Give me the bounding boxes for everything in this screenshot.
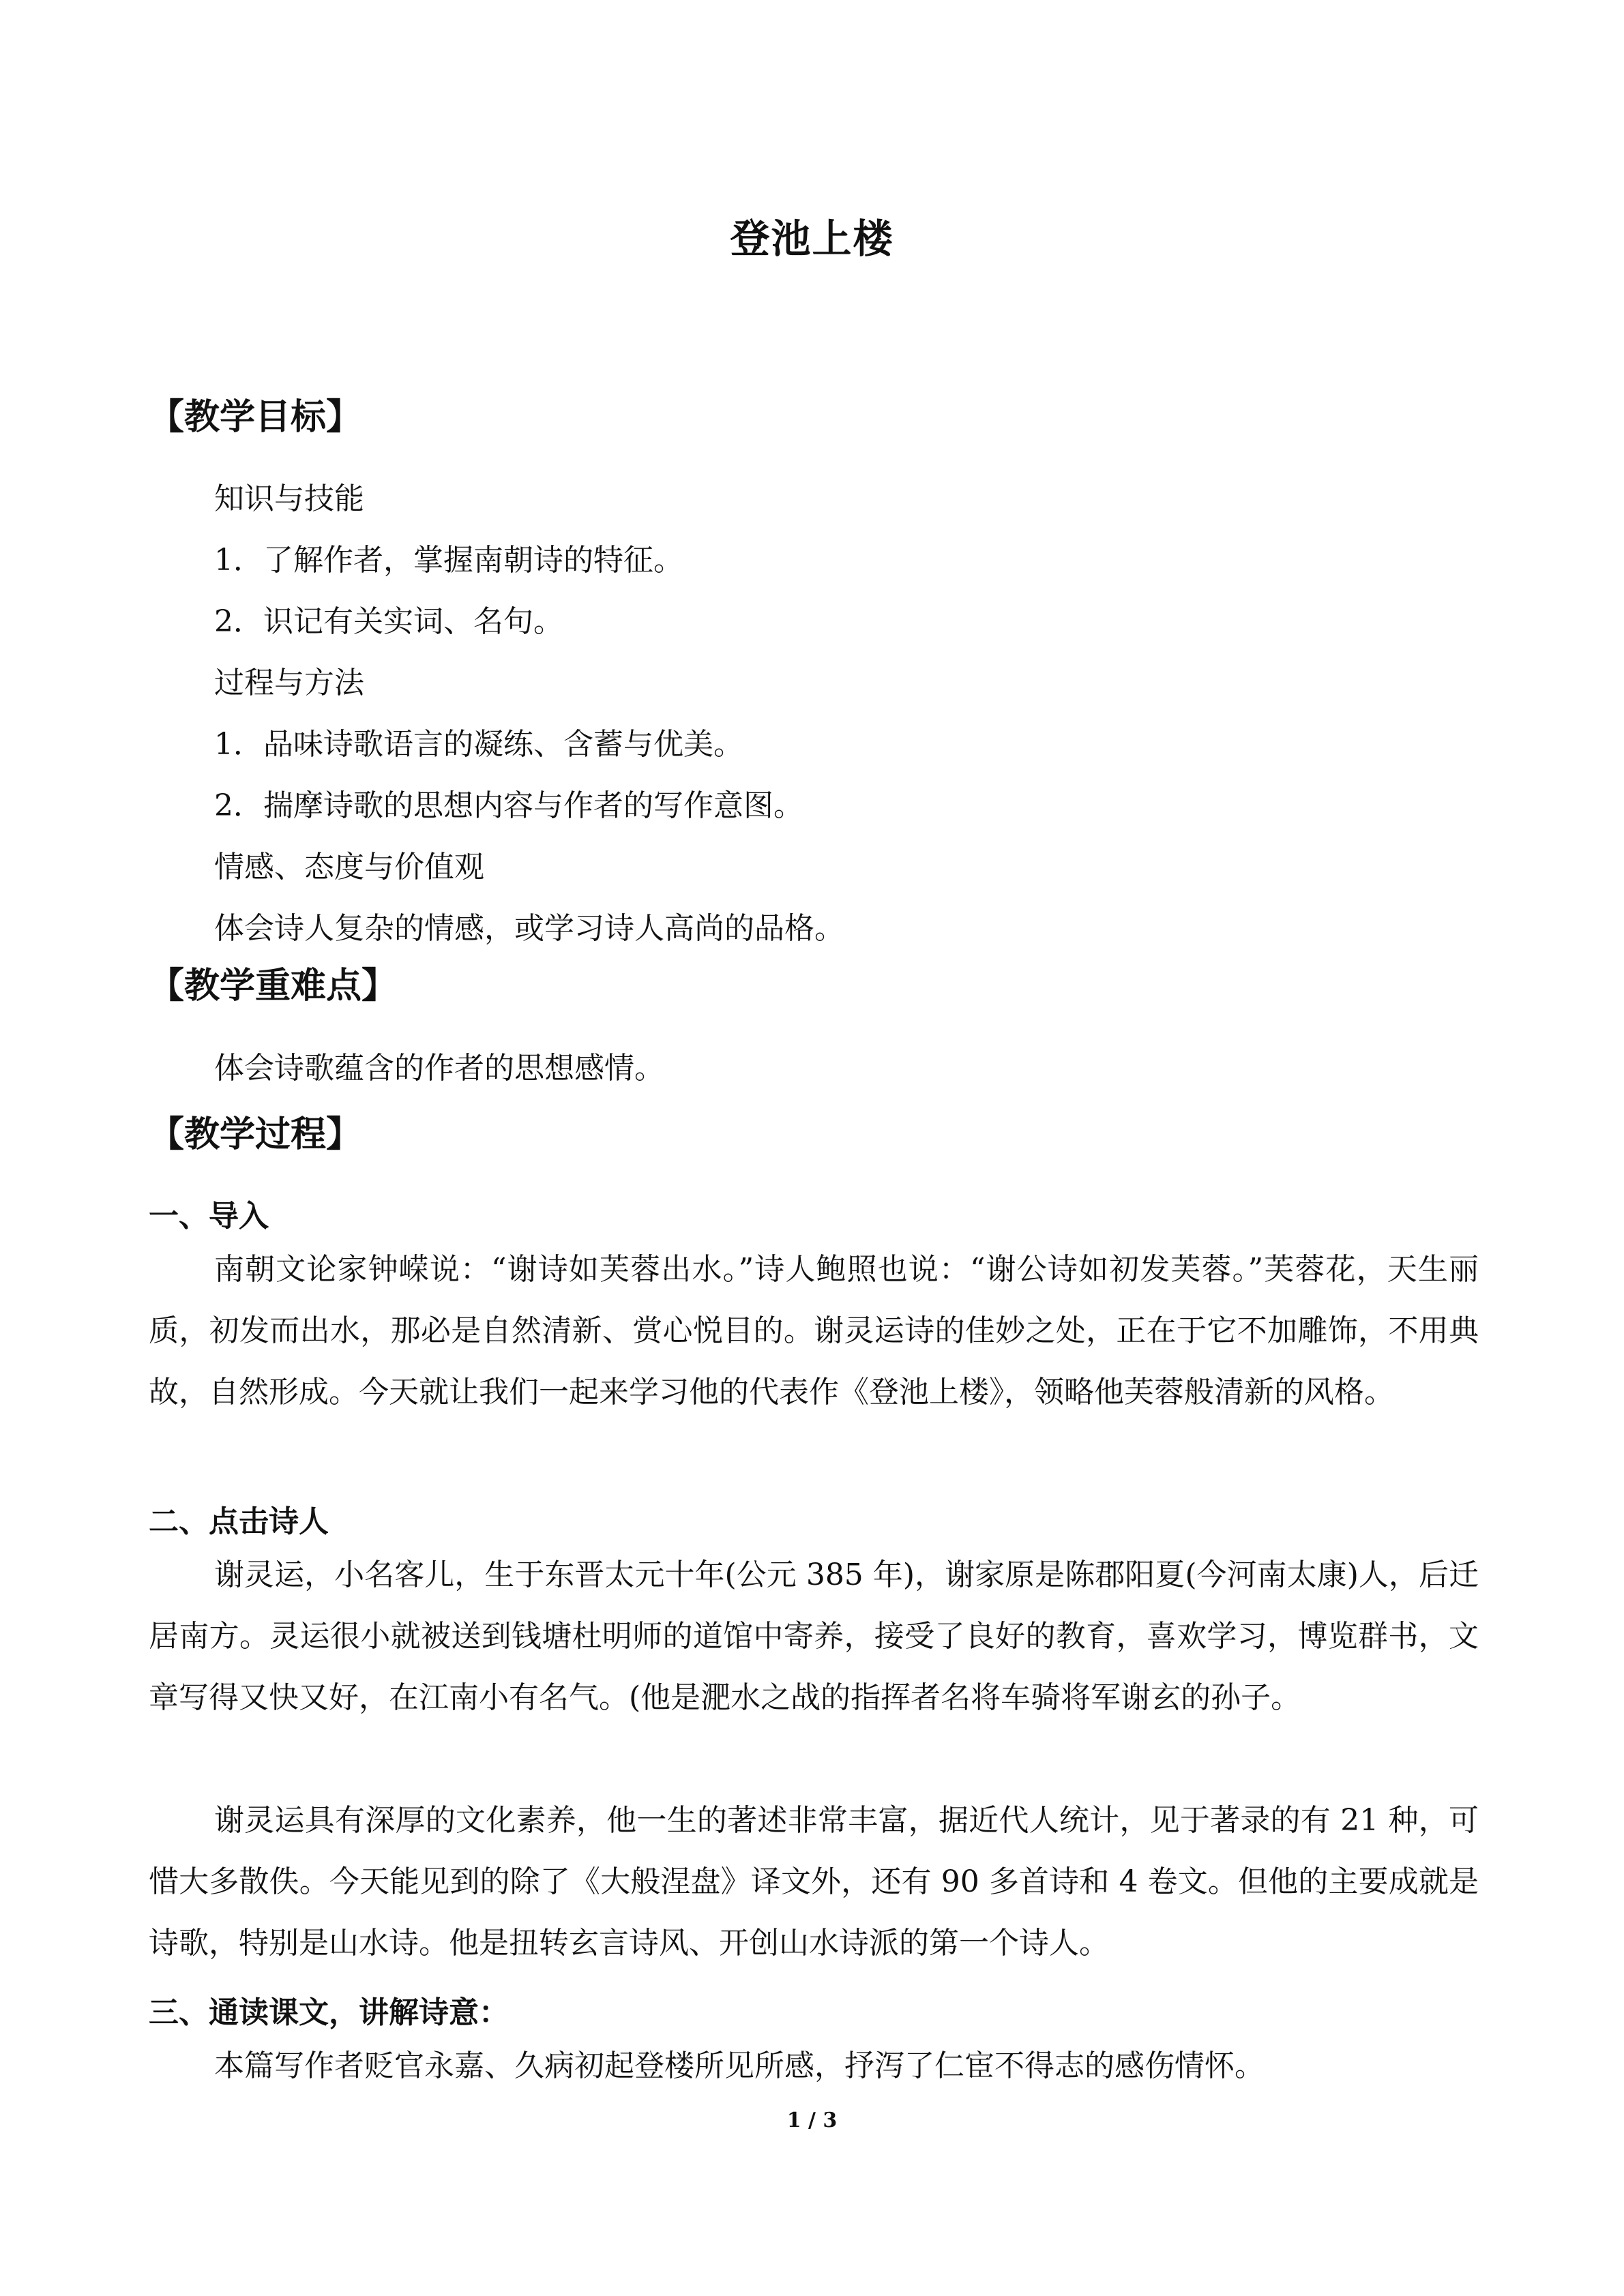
process-subheading-intro: 一、导入 (149, 1199, 269, 1234)
section-heading-objectives: 【教学目标】 (149, 397, 362, 438)
key-point-line: 体会诗歌蕴含的作者的思想感情。 (214, 1051, 664, 1086)
section-heading-process: 【教学过程】 (149, 1114, 362, 1155)
objective-line: 1．品味诗歌语言的凝练、含蓄与优美。 (214, 727, 743, 762)
reading-paragraph: 本篇写作者贬官永嘉、久病初起登楼所见所感，抒泻了仁宦不得志的感伤情怀。 (214, 2048, 1265, 2083)
document-title: 登池上楼 (730, 215, 894, 262)
objective-line: 体会诗人复杂的情感，或学习诗人高尚的品格。 (214, 911, 844, 946)
objective-line: 情感、态度与价值观 (214, 850, 484, 884)
objective-line: 2．揣摩诗歌的思想内容与作者的写作意图。 (214, 788, 803, 823)
process-subheading-reading: 三、通读课文，讲解诗意： (149, 1995, 509, 2030)
page-indicator: 1 / 3 (786, 2108, 838, 2132)
objective-line: 过程与方法 (214, 666, 364, 700)
objective-line: 2．识记有关实词、名句。 (214, 604, 563, 639)
poet-paragraph: 谢灵运具有深厚的文化素养，他一生的著述非常丰富，据近代人统计，见于著录的有 21 种，可惜大多散佚。今天能见到的除了《大般涅盘》译文外，还有 90 多首诗和 4 卷文。但他的主要成就是诗歌，特别是山水诗。他是扭转玄言诗风、开创山水诗派的第一个诗人。 (149, 1803, 1479, 1960)
objective-line: 知识与技能 (214, 481, 364, 516)
process-subheading-poet: 二、点击诗人 (149, 1504, 329, 1539)
section-heading-key-points: 【教学重难点】 (149, 966, 398, 1007)
poet-paragraph: 谢灵运，小名客儿，生于东晋太元十年(公元 385 年)，谢家原是陈郡阳夏(今河南太康)人，后迁居南方。灵运很小就被送到钱塘杜明师的道馆中寄养，接受了良好的教育，喜欢学习，博览群书，文章写得又快又好，在江南小有名气。(他是淝水之战的指挥者名将车骑将军谢玄的孙子。 (149, 1557, 1479, 1715)
intro-paragraph: 南朝文论家钟嵘说：“谢诗如芙蓉出水。”诗人鲍照也说：“谢公诗如初发芙蓉。”芙蓉花，天生丽质，初发而出水，那必是自然清新、赏心悦目的。谢灵运诗的佳妙之处，正在于它不加雕饰，不用典故，自然形成。今天就让我们一起来学习他的代表作《登池上楼》，领略他芙蓉般清新的风格。 (149, 1252, 1479, 1410)
objective-line: 1．了解作者，掌握南朝诗的特征。 (214, 543, 683, 578)
